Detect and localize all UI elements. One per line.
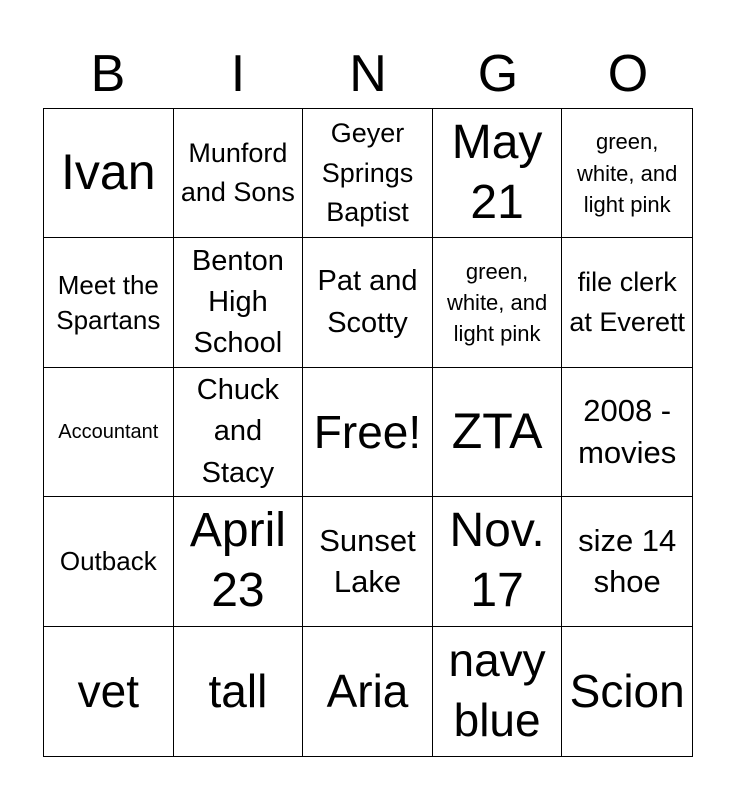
cell-text: Outback [59,545,157,576]
bingo-cell[interactable] [433,238,563,367]
bingo-cell[interactable] [562,497,692,626]
header-letter-n: N [349,45,387,103]
bingo-cell[interactable] [562,109,692,238]
cell-text: size 14 shoe [578,522,677,600]
cell-text: Pat and Scotty [317,265,418,339]
cell-text: navy blue [448,634,546,747]
bingo-cell[interactable] [562,238,692,367]
cell-text: Geyer Springs Baptist [321,118,414,227]
bingo-cell[interactable] [44,109,174,238]
bingo-cell[interactable] [303,238,433,367]
bingo-cell[interactable] [44,368,174,497]
cell-text: Sunset Lake [319,522,416,600]
cell-text: Accountant [58,420,159,443]
bingo-cell[interactable] [174,109,304,238]
header-letter-o: O [607,45,649,103]
bingo-cell[interactable] [562,627,692,756]
cell-text: Munford and Sons [180,138,295,208]
bingo-cell[interactable] [433,497,563,626]
bingo-cell[interactable] [174,627,304,756]
bingo-cell[interactable] [174,368,304,497]
cell-text: Aria [326,664,409,717]
bingo-cell[interactable] [303,497,433,626]
bingo-cell[interactable] [44,627,174,756]
bingo-cell[interactable] [303,109,433,238]
cell-text: green, white, and light pink [577,129,678,217]
cell-text: Scion [569,664,685,717]
cell-text: Ivan [61,144,156,201]
cell-text: file clerk at Everett [569,267,685,337]
bingo-cell[interactable] [433,109,563,238]
cell-text: vet [77,664,139,717]
bingo-cell[interactable] [562,368,692,497]
cell-text: May 21 [451,116,543,230]
cell-text: tall [208,664,268,717]
cell-text: Nov. 17 [449,504,545,618]
bingo-cell[interactable] [174,497,304,626]
cell-text: Free! [313,405,422,458]
cell-text: April 23 [189,504,286,618]
header-letter-b: B [90,45,126,103]
cell-text: Benton High School [191,244,284,360]
bingo-header [43,40,693,108]
bingo-cell[interactable] [303,627,433,756]
cell-text: ZTA [451,403,543,460]
cell-text: 2008 - movies [578,393,677,470]
bingo-cell[interactable] [174,238,304,367]
bingo-cell[interactable] [433,627,563,756]
cell-text: green, white, and light pink [446,258,548,347]
header-letter-g: G [477,45,519,103]
bingo-board [43,108,693,757]
cell-text: Chuck and Stacy [196,374,279,489]
bingo-cell[interactable] [303,368,433,497]
cell-text: Meet the Spartans [56,269,161,335]
bingo-cell[interactable] [44,238,174,367]
header-letter-i: I [230,45,246,103]
bingo-cell[interactable] [44,497,174,626]
bingo-cell[interactable] [433,368,563,497]
